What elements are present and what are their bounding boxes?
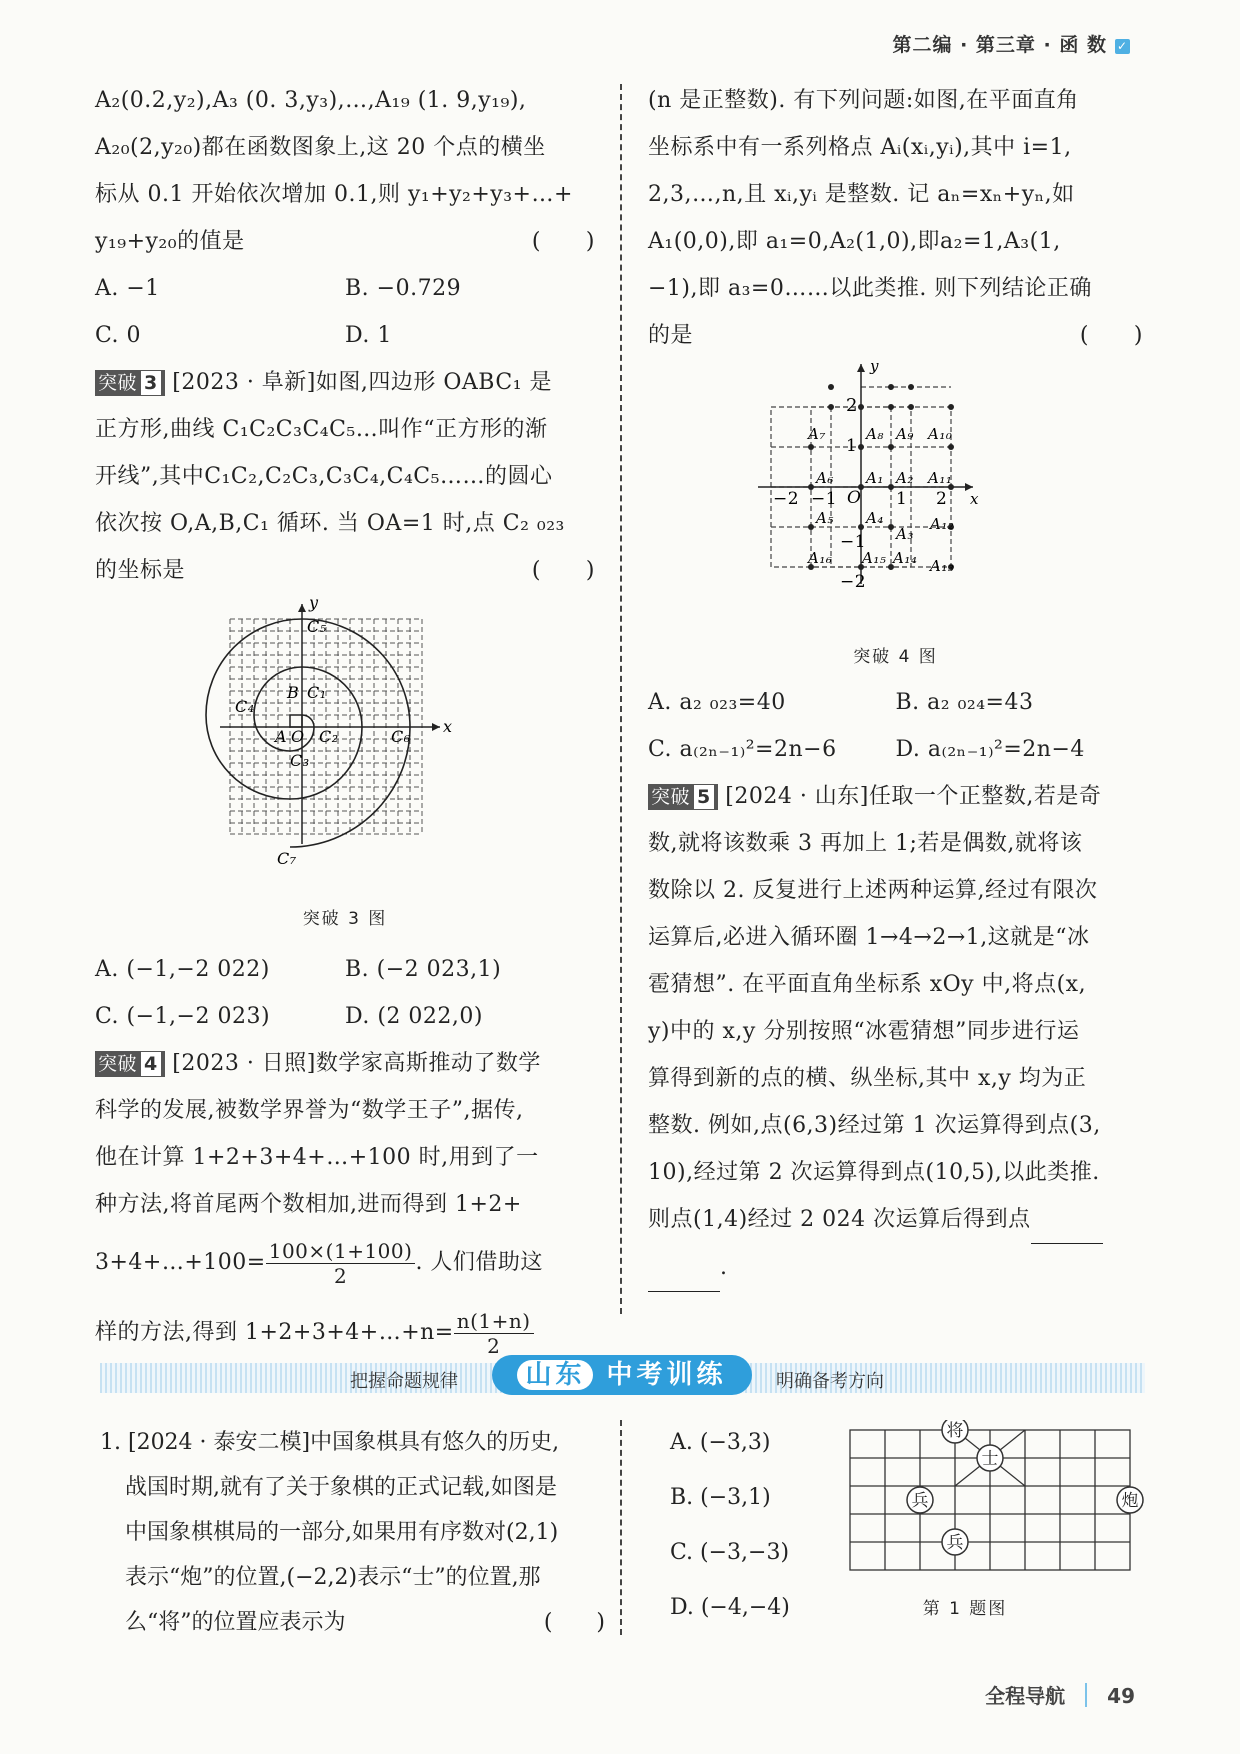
- problem-3-text: [2023 · 阜新]如图,四边形 OABC₁ 是: [172, 370, 553, 395]
- problem-4-line: 种方法,将首尾两个数相加,进而得到 1+2+: [95, 1192, 522, 1217]
- figure-q1-caption: 第 1 题图: [922, 1599, 1008, 1619]
- point-label: A₃: [896, 525, 914, 543]
- tag-number: 5: [693, 784, 715, 810]
- tick-label: −1: [840, 532, 867, 552]
- point-label: A₈: [866, 425, 884, 443]
- involute-diagram: [95, 594, 595, 904]
- problem-5-line: 运算后,必进入循环圈 1→4→2→1,这就是“冰: [648, 925, 1090, 950]
- lattice-diagram: [648, 359, 1143, 639]
- piece-bing: 兵: [911, 1491, 929, 1511]
- chess-board-diagram: [840, 1420, 1150, 1580]
- point-label: A₁₁: [928, 469, 953, 487]
- intro-line: A₂(0.2,y₂),A₃ (0. 3,y₃),…,A₁₉ (1. 9,y₁₉),: [95, 88, 527, 113]
- question-1-line: 1. [2024 · 泰安二模]中国象棋具有悠久的历史,: [100, 1430, 560, 1455]
- point-label: A₁₅: [862, 549, 887, 567]
- point-label: A₅: [816, 509, 834, 527]
- question-1: [100, 1420, 605, 1645]
- problem-3-tag: [95, 370, 165, 396]
- option-c: C. a₍₂ₙ₋₁₎²=2n−6: [648, 737, 837, 762]
- figure-4: [648, 359, 1143, 639]
- column-divider: [620, 84, 622, 1314]
- problem-4-options: [648, 679, 1143, 726]
- figure-3: [95, 594, 595, 904]
- question-1-line: 战国时期,就有了关于象棋的正式记载,如图是: [125, 1475, 557, 1500]
- label-c7: C₇: [277, 849, 297, 868]
- option-c: C. (−1,−2 023): [95, 1004, 271, 1029]
- problem-4-cont-line: −1),即 a₃=0……以此类推. 则下列结论正确: [648, 276, 1092, 301]
- problem-4-cont-line: 坐标系中有一系列格点 Aᵢ(xᵢ,yᵢ),其中 i=1,: [648, 135, 1072, 160]
- tag-text: 突破: [98, 372, 138, 394]
- answer-paren: ( ): [531, 229, 595, 254]
- intro-line: 标从 0.1 开始依次增加 0.1,则 y₁+y₂+y₃+…+: [95, 182, 573, 207]
- column-divider: [620, 1420, 622, 1635]
- header-text: 第二编 · 第三章 · 函 数: [892, 34, 1107, 56]
- point-label: A₁₂: [930, 515, 955, 533]
- problem-5-text: .: [720, 1255, 728, 1280]
- fraction-numerator: n(1+n): [454, 1309, 534, 1334]
- left-column: [95, 77, 595, 1368]
- option-d: D. 1: [345, 323, 392, 348]
- problem-5-line: [648, 1244, 1143, 1292]
- point-label: A₁₆: [808, 549, 833, 567]
- point-label: A₂: [896, 469, 914, 487]
- label-c5: C₅: [307, 617, 327, 636]
- intro-options: [95, 312, 595, 359]
- fraction-denominator: 2: [333, 1263, 348, 1288]
- checkbox-icon: ✓: [1116, 39, 1129, 53]
- label-c6: C₆: [391, 727, 411, 746]
- answer-blank: [648, 1244, 720, 1292]
- problem-3-options: [95, 946, 595, 993]
- intro-line: A₂₀(2,y₂₀)都在函数图象上,这 20 个点的横坐: [95, 135, 546, 160]
- problem-4-line: 科学的发展,被数学界誉为“数学王子”,据传,: [95, 1098, 524, 1123]
- problem-3-line: [95, 359, 595, 406]
- question-1-line: [100, 1600, 605, 1645]
- piece-pao: 炮: [1121, 1491, 1139, 1511]
- problem-5-line: 雹猜想”. 在平面直角坐标系 xOy 中,将点(x,: [648, 972, 1087, 997]
- point-label: A₁₀: [928, 425, 953, 443]
- right-column: [648, 77, 1143, 1292]
- footer-separator: [1085, 1683, 1087, 1707]
- origin-label: O: [847, 488, 862, 508]
- problem-5-line: [648, 1196, 1143, 1244]
- option-a: A. (−3,3): [670, 1430, 771, 1455]
- question-1-line: 中国象棋棋局的一部分,如果用有序数对(2,1): [125, 1520, 559, 1545]
- option-a: A. −1: [95, 276, 160, 301]
- label-c2: C₂: [319, 727, 339, 746]
- option-d: D. (2 022,0): [345, 1004, 483, 1029]
- label-c1: C₁: [307, 683, 327, 702]
- option-c: C. 0: [95, 323, 142, 348]
- answer-blank: [1031, 1196, 1103, 1244]
- option-d: D. (−4,−4): [670, 1595, 790, 1620]
- point-label: A₁: [866, 469, 884, 487]
- problem-4-options: [648, 726, 1143, 773]
- point-label: A₁₃: [930, 557, 955, 575]
- fraction: [454, 1309, 534, 1358]
- option-b: B. (−2 023,1): [345, 957, 502, 982]
- banner-title-text: 中考训练: [606, 1360, 727, 1390]
- formula-lhs: 3+4+…+100=: [95, 1250, 266, 1275]
- answer-paren: ( ): [531, 558, 595, 583]
- point-label: A₄: [866, 509, 884, 527]
- problem-3-line: 开线”,其中C₁C₂,C₂C₃,C₃C₄,C₄C₅……的圆心: [95, 464, 553, 489]
- problem-5-line: 数,就将该数乘 3 再加上 1;若是偶数,就将该: [648, 831, 1083, 856]
- answer-paren: ( ): [543, 1610, 605, 1635]
- answer-paren: ( ): [1079, 323, 1143, 348]
- problem-3-options: [95, 993, 595, 1040]
- running-header: [892, 30, 1130, 57]
- label-b: B: [287, 683, 300, 702]
- option-b: B. a₂ ₀₂₄=43: [895, 690, 1034, 715]
- tick-label: −2: [840, 572, 867, 592]
- problem-4-text: [2023 · 日照]数学家高斯推动了数学: [172, 1051, 541, 1076]
- piece-jiang: 将: [946, 1421, 964, 1441]
- problem-5-line: y)中的 x,y 分别按照“冰雹猜想”同步进行运: [648, 1019, 1080, 1044]
- problem-4-cont-line: (n 是正整数). 有下列问题:如图,在平面直角: [648, 88, 1079, 113]
- label-c4: C₄: [235, 697, 255, 716]
- question-1-text: 么“将”的位置应表示为: [125, 1610, 346, 1635]
- problem-4-line: 他在计算 1+2+3+4+…+100 时,用到了一: [95, 1145, 539, 1170]
- problem-5-line: [648, 773, 1143, 820]
- problem-4-line: [95, 1040, 595, 1087]
- tag-number: 4: [140, 1051, 162, 1077]
- banner-right-text: 明确备考方向: [776, 1371, 884, 1392]
- tick-label: −2: [773, 489, 800, 509]
- problem-5-text: 则点(1,4)经过 2 024 次运算后得到点: [648, 1207, 1031, 1232]
- problem-5-line: 算得到新的点的横、纵坐标,其中 x,y 均为正: [648, 1066, 1087, 1091]
- tag-text: 突破: [98, 1053, 138, 1075]
- fraction-denominator: 2: [487, 1333, 501, 1358]
- page-number: 49: [1107, 1684, 1135, 1708]
- figure-q1: [840, 1420, 1150, 1620]
- axis-label-y: y: [309, 594, 319, 612]
- formula-lhs: 样的方法,得到 1+2+3+4+…+n=: [95, 1320, 454, 1345]
- banner-title: [492, 1355, 752, 1395]
- problem-3-line: 依次按 O,A,B,C₁ 循环. 当 OA=1 时,点 C₂ ₀₂₃: [95, 511, 565, 536]
- tag-number: 3: [140, 370, 162, 396]
- piece-shi: 士: [981, 1449, 999, 1469]
- label-a: A: [275, 727, 288, 746]
- label-o: O: [291, 727, 305, 746]
- figure-3-caption: 突破 3 图: [302, 909, 388, 929]
- figure-4-caption: 突破 4 图: [853, 647, 938, 667]
- intro-line-text: y₁₉+y₂₀的值是: [95, 229, 245, 254]
- tick-label: 1: [846, 436, 858, 456]
- section-banner: [100, 1355, 1145, 1395]
- tag-text: 突破: [651, 786, 691, 808]
- problem-3-text: 的坐标是: [95, 558, 186, 583]
- page-footer: [985, 1680, 1135, 1709]
- label-c3: C₃: [290, 751, 310, 770]
- fraction-numerator: 100×(1+100): [266, 1239, 416, 1264]
- option-b: B. (−3,1): [670, 1485, 771, 1510]
- problem-5-line: 10),经过第 2 次运算得到点(10,5),以此类推.: [648, 1160, 1100, 1185]
- problem-3-line: 正方形,曲线 C₁C₂C₃C₄C₅…叫作“正方形的渐: [95, 417, 548, 442]
- option-b: B. −0.729: [345, 276, 462, 301]
- axis-label-x: x: [443, 717, 453, 736]
- point-label: A₇: [808, 425, 826, 443]
- problem-5-tag: [648, 784, 718, 810]
- banner-region: 山东: [517, 1360, 593, 1390]
- problem-4-cont-line: [648, 312, 1143, 359]
- problem-5-text: [2024 · 山东]任取一个正整数,若是奇: [725, 784, 1102, 809]
- problem-4-tag: [95, 1051, 165, 1077]
- problem-3-line: [95, 547, 595, 594]
- tick-label: −1: [811, 489, 838, 509]
- fraction: [266, 1239, 416, 1288]
- footer-title: 全程导航: [985, 1684, 1066, 1708]
- question-1-options: [670, 1415, 790, 1635]
- problem-4-cont-line: A₁(0,0),即 a₁=0,A₂(1,0),即a₂=1,A₃(1,: [648, 229, 1061, 254]
- problem-5-line: 数除以 2. 反复进行上述两种运算,经过有限次: [648, 878, 1098, 903]
- problem-4-line: [95, 1228, 595, 1298]
- option-c: C. (−3,−3): [670, 1540, 790, 1565]
- intro-options: [95, 265, 595, 312]
- point-label: A₆: [816, 469, 834, 487]
- problem-4-text: 的是: [648, 323, 694, 348]
- axis-label-y: y: [870, 359, 879, 375]
- tick-label: 1: [896, 489, 908, 509]
- question-1-line: 表示“炮”的位置,(−2,2)表示“士”的位置,那: [125, 1565, 541, 1590]
- option-d: D. a₍₂ₙ₋₁₎²=2n−4: [895, 737, 1085, 762]
- formula-tail: . 人们借助这: [415, 1250, 543, 1275]
- point-label: A₁₄: [893, 549, 918, 567]
- problem-4-cont-line: 2,3,…,n,且 xᵢ,yᵢ 是整数. 记 aₙ=xₙ+yₙ,如: [648, 182, 1075, 207]
- tick-label: 2: [936, 489, 948, 509]
- axis-label-x: x: [970, 490, 979, 508]
- banner-left-text: 把握命题规律: [350, 1371, 458, 1392]
- problem-5-line: 整数. 例如,点(6,3)经过第 1 次运算得到点(3,: [648, 1113, 1101, 1138]
- option-a: A. a₂ ₀₂₃=40: [648, 690, 786, 715]
- point-label: A₉: [896, 425, 914, 443]
- option-a: A. (−1,−2 022): [95, 957, 270, 982]
- intro-line: [95, 218, 595, 265]
- tick-label: 2: [846, 395, 858, 416]
- piece-bing: 兵: [946, 1533, 964, 1553]
